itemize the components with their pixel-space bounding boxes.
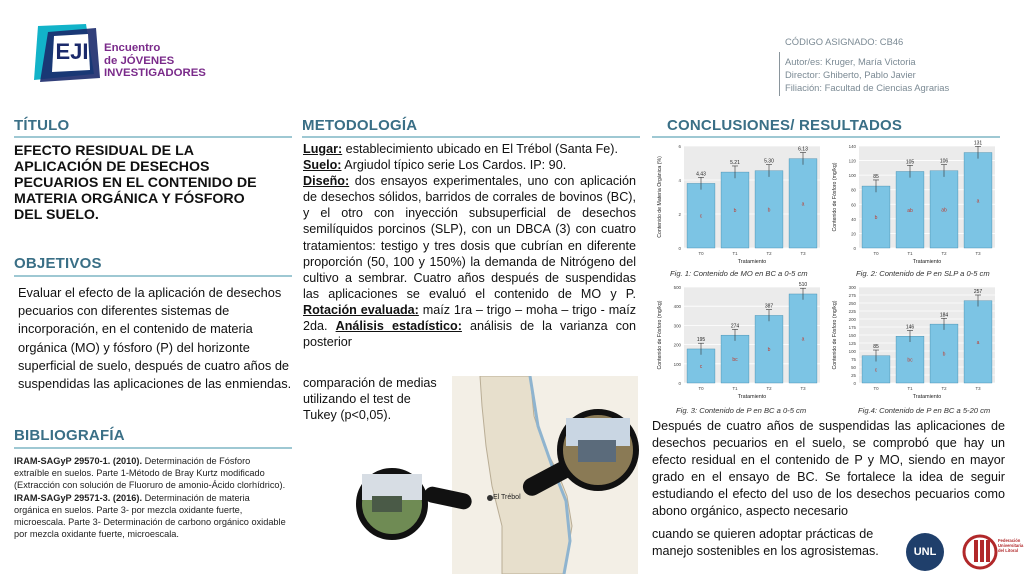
figure-caption-2: Fig. 2: Contenido de P en SLP a 0-5 cm <box>856 269 990 278</box>
event-logo <box>30 22 102 84</box>
magnifier-icon <box>520 406 640 506</box>
analisis-label: Análisis estadístico: <box>335 319 462 334</box>
authors: Autor/es: Kruger, María Victoria <box>785 56 916 67</box>
unl-logo-text: UNL <box>913 546 937 558</box>
ful-logo <box>960 532 1024 570</box>
assigned-code: CÓDIGO ASIGNADO: CB46 <box>785 36 904 47</box>
significance-letter: ab <box>941 207 947 214</box>
bibliografia-heading: BIBLIOGRAFÍA <box>14 427 125 444</box>
objetivos-heading: OBJETIVOS <box>14 255 102 272</box>
significance-letter: a <box>801 201 805 208</box>
el-trebol-label: El Trébol <box>493 494 521 501</box>
value-label: 510 <box>798 282 808 289</box>
metodologia-tail: comparación de medias utilizando el test de Tukey (p<0,05). <box>303 376 437 423</box>
significance-letter: bc <box>907 357 913 364</box>
y-tick-label: 125 <box>848 341 856 346</box>
meta-divider <box>779 52 780 96</box>
value-label: 257 <box>973 289 983 295</box>
y-tick-label: 150 <box>848 333 856 338</box>
value-label: 85 <box>873 344 879 351</box>
significance-letter: bc <box>732 357 738 364</box>
value-label: 85 <box>873 173 879 180</box>
value-label: 4.43 <box>696 171 706 178</box>
significance-letter: ab <box>907 207 913 214</box>
event-name-line2: de JÓVENES <box>104 54 175 67</box>
bibliografia-rule <box>14 447 292 449</box>
y-tick-label: 100 <box>673 361 681 367</box>
magnifier-icon <box>354 466 474 546</box>
event-name-line3: INVESTIGADORES <box>104 67 206 80</box>
conclusiones-rule <box>652 136 1000 138</box>
value-label: 184 <box>939 312 949 319</box>
y-axis-label: Contenido de Materia Orgánica (%) <box>657 156 663 238</box>
y-tick-label: 275 <box>848 293 856 298</box>
y-tick-label: 400 <box>673 304 681 310</box>
y-tick-label: 140 <box>848 144 856 149</box>
x-axis-label: Tratamiento <box>737 394 767 400</box>
significance-letter: b <box>767 207 771 214</box>
x-tick-label: T2 <box>766 386 772 391</box>
y-tick-label: 0 <box>678 246 681 251</box>
y-tick-label: 175 <box>848 325 856 330</box>
value-label: 106 <box>939 158 949 165</box>
y-tick-label: 20 <box>851 231 856 237</box>
x-tick-label: T0 <box>873 251 879 256</box>
bibliography-list <box>14 455 286 540</box>
value-label: 5.30 <box>764 158 774 165</box>
y-tick-label: 500 <box>673 285 681 290</box>
value-label: 131 <box>973 140 983 147</box>
value-label: 146 <box>905 324 915 331</box>
y-tick-label: 100 <box>848 173 856 179</box>
figure-caption-1: Fig. 1: Contenido de MO en BC a 0-5 cm <box>670 269 808 278</box>
y-tick-label: 200 <box>673 342 681 348</box>
x-tick-label: T1 <box>732 251 738 256</box>
value-label: 6.13 <box>798 146 808 153</box>
value-label: 195 <box>696 337 706 344</box>
value-label: 5.21 <box>730 159 740 166</box>
x-tick-label: T3 <box>975 386 981 391</box>
significance-letter: c <box>699 363 703 370</box>
conclusiones-tail: cuando se quieren adoptar prácticas de manejo sostenibles en los agrosistemas. <box>652 527 879 559</box>
y-axis-label: Contenido de Fósforo (mg/kg) <box>832 162 838 232</box>
y-tick-label: 25 <box>851 373 856 378</box>
bar-chart-3 <box>652 281 824 403</box>
chart-2 <box>827 140 999 268</box>
y-tick-label: 0 <box>853 246 856 251</box>
metodologia-text: Lugar: establecimiento ubicado en El Trébol (Santa Fe). Suelo: Argiudol típico serie Los Cardos. IP: 90. Diseño: dos ensayos experimentales, uno con aplicación de desechos sólidos, barridos de corrales de bovinos (BC), y el otro con inyección subsuperficial de desechos semilíquidos porcinos (SLP), con un DBCA (3) con cuatro tratamientos: testigo y tres dosis que cubrían en diferente proporción (50, 100 y 150%) la demanda de Nitrógeno del cultivo a sembrar. Cuatro años después de suspendidas las aplicaciones se evaluó el contenido de MO y P. Rotación evaluada: maíz 1ra – trigo – moha – trigo - maíz 2da. Análisis estadístico: análisis de la varianza con posterior <box>303 142 637 350</box>
x-tick-label: T3 <box>800 386 806 391</box>
titulo-rule <box>14 136 292 138</box>
significance-letter: c <box>874 367 878 374</box>
x-tick-label: T1 <box>732 386 738 391</box>
y-tick-label: 60 <box>851 202 856 208</box>
diseno-label: Diseño: <box>303 174 350 189</box>
value-label: 274 <box>730 323 740 330</box>
reference-1: IRAM-SAGyP 29570-1. (2010). Determinación de Fósforo extraíble en suelos. Parte 1-Método de Bray Kurtz modificado (Extracción con solución de Fluoruro de amonio-Ácido clorhídrico). <box>14 456 286 491</box>
x-tick-label: T2 <box>941 251 947 256</box>
lugar-label: Lugar: <box>303 142 343 156</box>
x-tick-label: T0 <box>698 386 704 391</box>
y-tick-label: 80 <box>851 187 856 193</box>
poster-title: EFECTO RESIDUAL DE LA APLICACIÓN DE DESECHOS PECUARIOS EN EL CONTENIDO DE MATERIA ORGÁNICA Y FÓSFORO DEL SUELO. <box>14 143 257 223</box>
x-tick-label: T1 <box>907 386 913 391</box>
y-tick-label: 2 <box>678 212 681 217</box>
y-axis-label: Contenido de Fósforo (mg/kg) <box>832 300 838 370</box>
figure-caption-4: Fig.4: Contenido de P en BC a 5-20 cm <box>858 406 991 415</box>
event-name-line1: Encuentro <box>104 42 161 54</box>
y-tick-label: 40 <box>851 216 856 222</box>
magnifier-left <box>354 466 474 546</box>
x-tick-label: T0 <box>698 251 704 256</box>
y-tick-label: 250 <box>848 301 856 306</box>
chart-3 <box>652 281 824 403</box>
magnifier-right <box>520 406 640 506</box>
event-name <box>104 42 206 80</box>
objetivos-rule <box>14 275 292 277</box>
unl-logo <box>906 533 944 571</box>
y-tick-label: 50 <box>851 365 856 370</box>
y-tick-label: 4 <box>678 178 681 183</box>
value-label: 387 <box>764 303 774 310</box>
significance-letter: c <box>699 213 703 220</box>
x-axis-label: Tratamiento <box>737 259 767 265</box>
significance-letter: a <box>801 336 805 343</box>
affiliation: Filiación: Facultad de Ciencias Agrarias <box>785 82 950 93</box>
conclusiones-heading: CONCLUSIONES/ RESULTADOS <box>667 117 903 134</box>
y-tick-label: 300 <box>673 323 681 329</box>
x-tick-label: T2 <box>941 386 947 391</box>
metodologia-rule <box>302 136 640 138</box>
x-tick-label: T3 <box>975 251 981 256</box>
titulo-heading: TÍTULO <box>14 117 70 134</box>
chart-4 <box>827 281 999 403</box>
y-tick-label: 300 <box>848 285 856 290</box>
significance-letter: b <box>942 351 946 358</box>
suelo-label: Suelo: <box>303 158 342 173</box>
x-tick-label: T3 <box>800 251 806 256</box>
significance-letter: a <box>976 198 980 205</box>
y-axis-label: Contenido de Fósforo (mg/kg) <box>657 300 663 370</box>
y-tick-label: 0 <box>853 381 856 386</box>
x-tick-label: T0 <box>873 386 879 391</box>
bar-chart-2 <box>827 140 999 268</box>
y-tick-label: 225 <box>848 309 856 314</box>
rotacion-label: Rotación evaluada: <box>303 302 419 317</box>
y-tick-label: 6 <box>678 144 681 149</box>
y-tick-label: 75 <box>851 357 856 362</box>
y-tick-label: 120 <box>848 158 856 164</box>
significance-letter: a <box>976 339 980 346</box>
value-label: 105 <box>905 159 915 166</box>
logo-mark: EJI <box>55 39 89 64</box>
y-tick-label: 200 <box>848 317 856 322</box>
y-tick-label: 100 <box>848 349 856 354</box>
x-axis-label: Tratamiento <box>912 259 942 265</box>
credits-block <box>785 55 949 94</box>
reference-2: IRAM-SAGyP 29571-3. (2016). Determinación de materia orgánica en suelos. Parte 3- por mezcla oxidante fuerte, microescala. Parte 3- Determinación de carbono orgánico oxidable por mezcla oxidante fuerte, microescala. <box>14 492 286 540</box>
x-tick-label: T2 <box>766 251 772 256</box>
chart-1 <box>652 140 824 268</box>
significance-letter: b <box>767 347 771 354</box>
significance-letter: b <box>874 215 878 222</box>
location-illustration <box>352 376 642 574</box>
metodologia-heading: METODOLOGÍA <box>302 117 418 134</box>
x-axis-label: Tratamiento <box>912 394 942 400</box>
bar-chart-4 <box>827 281 999 403</box>
y-tick-label: 0 <box>678 381 681 386</box>
ful-logo-text: Federación Universitaria del Litoral <box>998 538 1024 553</box>
director: Director: Ghiberto, Pablo Javier <box>785 69 916 80</box>
bar-chart-1 <box>652 140 824 268</box>
figure-caption-3: Fig. 3: Contenido de P en BC a 0-5 cm <box>676 406 807 415</box>
objetivos-text: Evaluar el efecto de la aplicación de desechos pecuarios con diferentes sistemas de incorporación, en el contenido de materia orgánica (MO) y fósforo (P) del horizonte superficial de suelo, después de cuatro años de suspendidas las aplicaciones de las enmiendas. <box>18 285 292 392</box>
significance-letter: b <box>733 208 737 215</box>
conclusiones-text: Después de cuatro años de suspendidas las aplicaciones de desechos pecuarios en el suelo, se comprobó que hay un efecto residual en el contenido de P y MO, siendo en mayor grado en el ensayo de BC. Se fortalece la idea de seguir estudiando el efecto del uso de los desechos pecuarios como abono orgánico, aspecto necesario <box>652 419 1005 519</box>
x-tick-label: T1 <box>907 251 913 256</box>
